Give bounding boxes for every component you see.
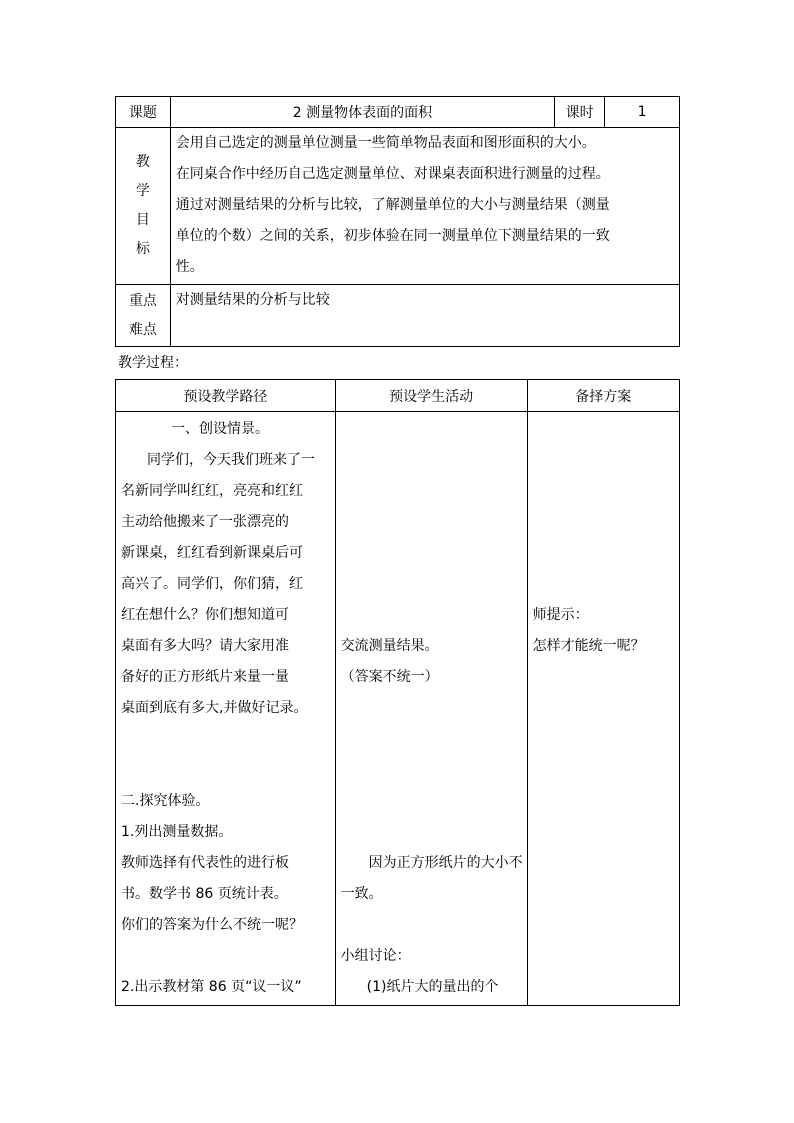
goals-label-char: 标 [135, 241, 150, 257]
process-label: 教学过程： [118, 355, 188, 371]
activity-line: (1)纸片大的量出的个 [366, 979, 499, 995]
goal-line: 在同桌合作中经历自己选定测量单位、对课桌表面积进行测量的过程。 [175, 166, 610, 182]
goal-line: 性。 [175, 259, 204, 275]
teaching-path-cell [116, 412, 336, 1006]
goal-line: 通过对测量结果的分析与比较，了解测量单位的大小与测量结果（测量 [175, 197, 610, 213]
path-line: 名新同学叫红红，亮亮和红红 [121, 483, 303, 499]
key-points-label [116, 285, 171, 347]
path-line: 新课桌，红红看到新课桌后可 [121, 545, 303, 561]
topic-title: 2 测量物体表面的面积 [170, 97, 554, 128]
spacer [121, 941, 335, 972]
alternative-line: 怎样才能统一呢？ [532, 638, 645, 654]
path-line: 桌面到底有多大,并做好记录。 [121, 700, 308, 716]
section-title: 二.探究体验。 [121, 793, 210, 809]
goals-label-char: 学 [135, 183, 150, 199]
header-alternative-plan: 备择方案 [527, 380, 679, 412]
path-line: 书。数学书 86 页统计表。 [121, 886, 288, 902]
header-student-activity: 预设学生活动 [335, 380, 527, 412]
path-line: 桌面有多大吗？请大家用准 [121, 638, 289, 654]
key-points-text: 对测量结果的分析与比较 [170, 285, 679, 347]
path-line: 你们的答案为什么不统一呢？ [121, 917, 303, 933]
goals-label-char: 教 [135, 154, 150, 170]
activity-line: （答案不统一） [340, 669, 439, 685]
path-line: 备好的正方形纸片来量一量 [121, 669, 289, 685]
student-activity-cell [335, 412, 527, 1006]
alternative-line: 师提示： [532, 607, 589, 623]
topic-label: 课题 [116, 97, 171, 128]
goals-text [170, 128, 679, 285]
spacer [341, 414, 527, 631]
activity-line: 一致。 [340, 886, 383, 902]
spacer [341, 910, 527, 941]
activity-line: 小组讨论： [340, 948, 411, 964]
goal-line: 单位的个数）之间的关系，初步体验在同一测量单位下测量结果的一致 [175, 228, 610, 244]
path-line: 2.出示教材第 86 页“议一议” [121, 979, 302, 995]
activity-line: 交流测量结果。 [340, 638, 439, 654]
path-line: 红在想什么？你们想知道可 [121, 607, 289, 623]
goal-line: 会用自己选定的测量单位测量一些简单物品表面和图形面积的大小。 [175, 135, 596, 151]
activity-line: 因为正方形纸片的大小不 [368, 855, 523, 871]
spacer [121, 724, 335, 786]
process-table [115, 379, 680, 1006]
hours-value: 1 [605, 97, 680, 128]
path-line: 高兴了。同学们，你们猜，红 [121, 576, 303, 592]
spacer [341, 693, 527, 848]
lesson-info-table [115, 96, 680, 347]
path-line: 教师选择有代表性的进行板 [121, 855, 289, 871]
path-line: 1.列出测量数据。 [121, 824, 233, 840]
section-title: 一、创设情景。 [171, 421, 269, 437]
path-line: 同学们，今天我们班来了一 [147, 452, 315, 468]
header-teaching-path: 预设教学路径 [116, 380, 336, 412]
alternative-plan-cell [527, 412, 679, 1006]
spacer [533, 414, 679, 600]
goals-label [116, 128, 171, 285]
hours-label: 课时 [555, 97, 605, 128]
goals-label-char: 目 [135, 212, 150, 228]
key-points-label-line: 难点 [128, 321, 157, 338]
key-points-label-line: 重点 [128, 292, 157, 309]
path-line: 主动给他搬来了一张漂亮的 [121, 514, 289, 530]
